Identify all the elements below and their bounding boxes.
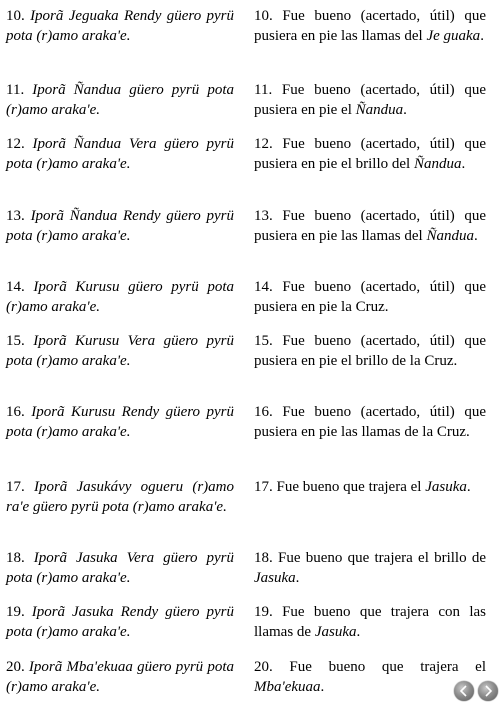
guarani-entry-19: 19. Iporã Jasuka Rendy güero pyrü pota (r)amo araka'e. xyxy=(6,604,234,640)
forward-arrow-glyph xyxy=(481,684,495,698)
spanish-entry-11: 11. Fue bueno (acertado, útil) que pusiera en pie el Ñandua. xyxy=(254,82,486,118)
spanish-entry-17: 17. Fue bueno que trajera el Jasuka. xyxy=(254,479,471,495)
spanish-entry-18: 18. Fue bueno que trajera el brillo de Jasuka. xyxy=(254,550,486,586)
forward-arrow-icon[interactable] xyxy=(478,681,498,701)
back-arrow-glyph xyxy=(457,684,471,698)
guarani-entry-20: 20. Iporã Mba'ekuaa güero pyrü pota (r)amo araka'e. xyxy=(6,659,235,695)
spanish-entry-20: 20. Fue bueno que trajera el Mba'ekuaa. xyxy=(254,659,486,695)
guarani-entry-11: 11. Iporã Ñandua güero pyrü pota (r)amo araka'e. xyxy=(6,82,234,118)
guarani-entry-18: 18. Iporã Jasuka Vera güero pyrü pota (r)amo araka'e. xyxy=(6,550,234,586)
spanish-entry-16: 16. Fue bueno (acertado, útil) que pusiera en pie las llamas de la Cruz. xyxy=(254,404,486,440)
guarani-entry-16: 16. Iporã Kurusu Rendy güero pyrü pota (r)amo araka'e. xyxy=(6,404,234,440)
spanish-entry-10: 10. Fue bueno (acertado, útil) que pusiera en pie las llamas del Je guaka. xyxy=(254,8,486,44)
guarani-entry-14: 14. Iporã Kurusu güero pyrü pota (r)amo araka'e. xyxy=(6,279,234,315)
spanish-entry-13: 13. Fue bueno (acertado, útil) que pusiera en pie las llamas del Ñandua. xyxy=(254,208,486,244)
spanish-entry-14: 14. Fue bueno (acertado, útil) que pusiera en pie la Cruz. xyxy=(254,279,486,315)
guarani-entry-13: 13. Iporã Ñandua Rendy güero pyrü pota (r)amo araka'e. xyxy=(6,208,235,244)
guarani-entry-10: 10. Iporã Jeguaka Rendy güero pyrü pota (r)amo araka'e. xyxy=(6,8,235,44)
guarani-entry-12: 12. Iporã Ñandua Vera güero pyrü pota (r)amo araka'e. xyxy=(6,136,234,172)
guarani-entry-17: 17. Iporã Jasukávy ogueru (r)amo ra'e güero pyrü pota (r)amo araka'e. xyxy=(6,479,234,515)
spanish-entry-19: 19. Fue bueno que trajera con las llamas de Jasuka. xyxy=(254,604,487,640)
spanish-entry-12: 12. Fue bueno (acertado, útil) que pusiera en pie el brillo del Ñandua. xyxy=(254,136,486,172)
back-arrow-icon[interactable] xyxy=(454,681,474,701)
spanish-entry-15: 15. Fue bueno (acertado, útil) que pusiera en pie el brillo de la Cruz. xyxy=(254,333,486,369)
guarani-entry-15: 15. Iporã Kurusu Vera güero pyrü pota (r)amo araka'e. xyxy=(6,333,234,369)
